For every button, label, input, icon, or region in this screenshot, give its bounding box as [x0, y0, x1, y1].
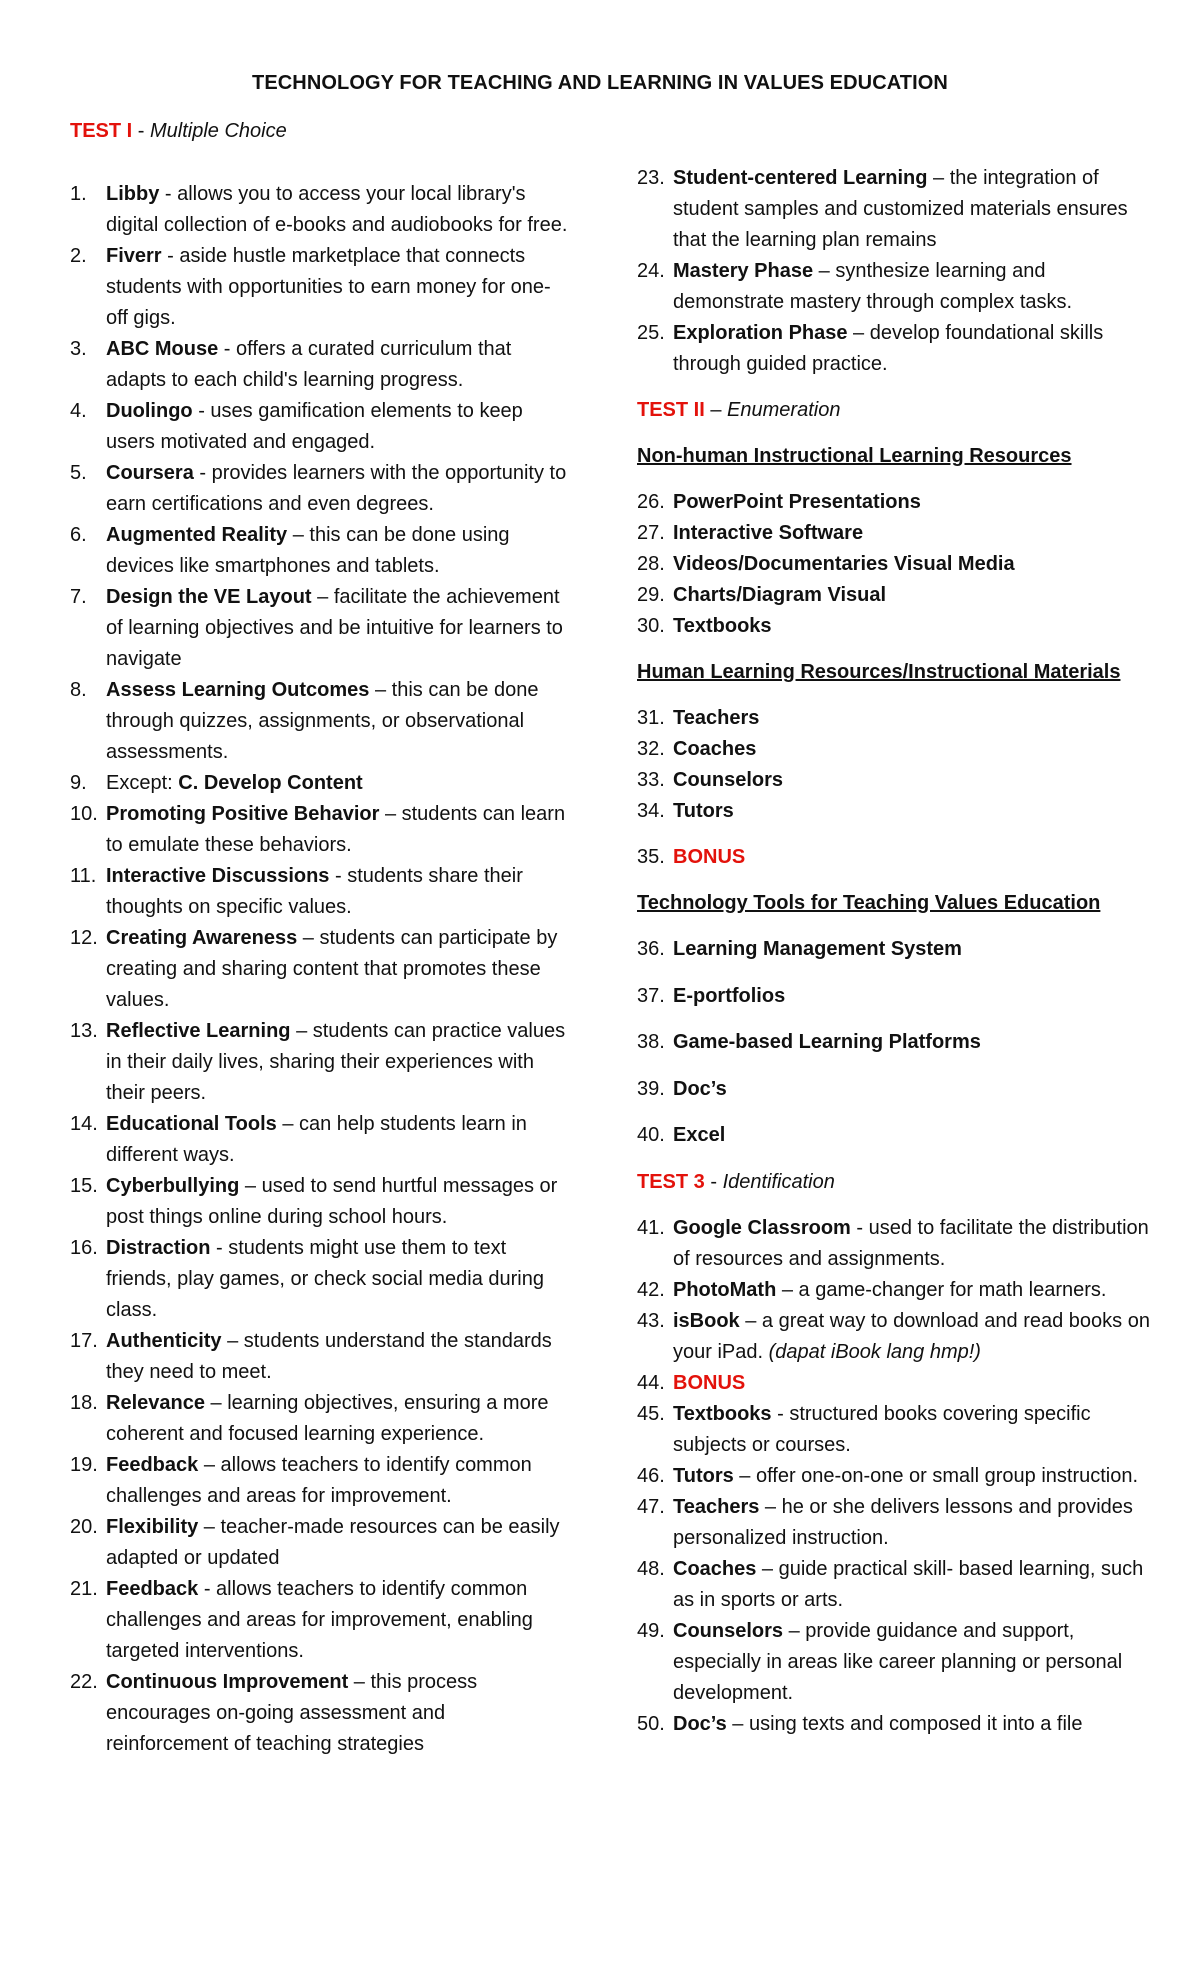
item-term: Doc’s	[673, 1077, 727, 1100]
list-item	[637, 842, 1157, 873]
item-term: Exploration Phase	[673, 322, 848, 344]
item-description: - allows teachers to identify common challenges and areas for improvement, enabling targeted interventions.	[106, 1578, 533, 1662]
item-number: 23.	[637, 167, 665, 189]
list-item	[70, 334, 570, 396]
item-number: 32.	[637, 738, 665, 760]
bonus-label: BONUS	[673, 846, 746, 868]
item-description: – facilitate the achievement of learning objectives and be intuitive for learners to navigate	[106, 586, 563, 670]
item-description: – students understand the standards they need to meet.	[106, 1330, 552, 1383]
item-term: Doc’s	[673, 1712, 727, 1735]
item-description: – allows teachers to identify common challenges and areas for improvement.	[106, 1454, 532, 1507]
list-item	[637, 981, 1157, 1012]
item-term: Relevance	[106, 1392, 205, 1414]
item-term: Authenticity	[106, 1330, 222, 1352]
item-description: - uses gamification elements to keep users motivated and engaged.	[106, 400, 523, 453]
list-item	[637, 1074, 1157, 1105]
item-term: Cyberbullying	[106, 1175, 240, 1197]
list-item	[637, 518, 1157, 549]
item-number: 17.	[70, 1330, 98, 1352]
test1-items-list	[70, 179, 570, 1760]
test1-separator: -	[132, 120, 151, 142]
item-description: – the integration of student samples and customized materials ensures that the learning plan remains	[673, 167, 1128, 251]
item-term: Game-based Learning Platforms	[673, 1031, 981, 1053]
item-description: - students might use them to text friends, play games, or check social media during class.	[106, 1237, 544, 1321]
list-item	[70, 179, 570, 241]
list-item	[70, 1667, 570, 1760]
item-number: 21.	[70, 1578, 98, 1600]
list-item	[637, 580, 1157, 611]
test3-separator: -	[704, 1170, 723, 1193]
item-term: Libby	[106, 183, 160, 205]
list-item	[70, 675, 570, 768]
item-number: 34.	[637, 800, 665, 822]
item-description: – using texts and composed it into a file	[726, 1712, 1083, 1735]
list-item	[70, 768, 570, 799]
item-number: 27.	[637, 522, 665, 544]
item-term: Student-centered Learning	[673, 167, 928, 189]
test2-kind: Enumeration	[727, 399, 841, 421]
item-term: Feedback	[106, 1454, 199, 1476]
list-item	[70, 1512, 570, 1574]
item-number: 47.	[637, 1495, 665, 1518]
item-term: Mastery Phase	[673, 260, 814, 282]
right-column	[637, 163, 1157, 1740]
item-description: - offers a curated curriculum that adapts to each child's learning progress.	[106, 338, 512, 391]
item-number: 3.	[70, 338, 87, 360]
list-item	[637, 1306, 1157, 1368]
item-term: Charts/Diagram Visual	[673, 584, 887, 606]
item-description: - aside hustle marketplace that connects students with opportunities to earn money for one-off gigs.	[106, 245, 551, 329]
test1-label: TEST I	[70, 120, 133, 142]
item-number: 20.	[70, 1516, 98, 1538]
item-term: Videos/Documentaries Visual Media	[673, 553, 1015, 575]
item-term: Promoting Positive Behavior	[106, 803, 380, 825]
item-description: – students can learn to emulate these behaviors.	[106, 803, 566, 856]
item-term: Interactive Software	[673, 522, 864, 544]
item-description: – guide practical skill- based learning, such as in sports or arts.	[673, 1557, 1144, 1611]
item-term: Counselors	[673, 1619, 784, 1642]
item-term: Google Classroom	[673, 1216, 851, 1239]
list-item	[637, 934, 1157, 965]
test2-label: TEST II	[637, 399, 705, 421]
list-item	[70, 458, 570, 520]
item-description: - provides learners with the opportunity to earn certifications and even degrees.	[106, 462, 567, 515]
list-item	[70, 1016, 570, 1109]
item-term: Reflective Learning	[106, 1020, 291, 1042]
item-number: 6.	[70, 524, 87, 546]
item-description: – develop foundational skills through guided practice.	[673, 322, 1104, 375]
item-term: Textbooks	[673, 1402, 772, 1425]
item-term: Counselors	[673, 769, 784, 791]
test1-items-continued	[637, 163, 1157, 380]
item-term: Coursera	[106, 462, 194, 484]
item-term: Fiverr	[106, 245, 162, 267]
human-resources-heading: Human Learning Resources/Instructional Materials	[637, 661, 1121, 683]
item-term: Continuous Improvement	[106, 1671, 349, 1693]
item-term: Creating Awareness	[106, 927, 298, 949]
item-term: Augmented Reality	[106, 524, 288, 546]
item-number: 15.	[70, 1175, 98, 1197]
item-number: 11.	[70, 865, 97, 887]
list-item	[70, 861, 570, 923]
list-item	[70, 1109, 570, 1171]
item-term: PowerPoint Presentations	[673, 491, 921, 513]
human-resources-list	[637, 703, 1157, 827]
list-item	[637, 1616, 1157, 1709]
test2-heading	[637, 395, 1157, 426]
test3-kind: Identification	[722, 1170, 835, 1193]
list-item	[70, 923, 570, 1016]
item-number: 48.	[637, 1557, 665, 1580]
item-description: - structured books covering specific subjects or courses.	[673, 1402, 1091, 1456]
test1-heading	[70, 116, 570, 147]
list-item	[70, 1574, 570, 1667]
item-number: 24.	[637, 260, 665, 282]
item-description: – provide guidance and support, especially in areas like career planning or personal development.	[673, 1619, 1123, 1704]
item-term: Coaches	[673, 1557, 757, 1580]
item-number: 33.	[637, 769, 665, 791]
list-item	[637, 1492, 1157, 1554]
list-item	[637, 1120, 1157, 1151]
item-number: 37.	[637, 984, 665, 1007]
test3-items-list	[637, 1213, 1157, 1740]
item-number: 18.	[70, 1392, 98, 1414]
item-number: 42.	[637, 1278, 665, 1301]
list-item	[70, 1233, 570, 1326]
test3-heading	[637, 1167, 1157, 1198]
item-description: – students can participate by creating and sharing content that promotes these values.	[106, 927, 558, 1011]
item-number: 40.	[637, 1124, 665, 1146]
item-number: 39.	[637, 1077, 665, 1100]
item-description: – he or she delivers lessons and provides personalized instruction.	[673, 1495, 1133, 1549]
item-description: – can help students learn in different ways.	[106, 1113, 527, 1166]
test3-label: TEST 3	[637, 1170, 705, 1193]
item-description: – this can be done through quizzes, assignments, or observational assessments.	[106, 679, 539, 763]
item-description: – students can practice values in their daily lives, sharing their experiences with their peers.	[106, 1020, 566, 1104]
item-number: 46.	[637, 1464, 665, 1487]
item-number: 36.	[637, 938, 665, 960]
item-number: 7.	[70, 586, 87, 608]
list-item	[637, 1213, 1157, 1275]
item-number: 49.	[637, 1619, 665, 1642]
item-number: 28.	[637, 553, 665, 575]
item-number: 26.	[637, 491, 665, 513]
item-description: - students share their thoughts on specific values.	[106, 865, 523, 918]
test2-separator: –	[704, 399, 728, 421]
item-term: Teachers	[673, 1495, 760, 1518]
list-item	[70, 241, 570, 334]
list-item	[637, 549, 1157, 580]
item-number: 30.	[637, 615, 665, 637]
list-item	[70, 582, 570, 675]
item-description: - used to facilitate the distribution of resources and assignments.	[673, 1216, 1149, 1270]
item-description: – teacher-made resources can be easily adapted or updated	[106, 1516, 560, 1569]
item-term: E-portfolios	[673, 984, 786, 1007]
item-term: ABC Mouse	[106, 338, 219, 360]
item-description: – synthesize learning and demonstrate mastery through complex tasks.	[673, 260, 1073, 313]
technology-tools-list	[637, 934, 1157, 1151]
list-item	[637, 703, 1157, 734]
item-number: 29.	[637, 584, 665, 606]
item-number: 38.	[637, 1031, 665, 1053]
list-item	[637, 765, 1157, 796]
item-description: – used to send hurtful messages or post things online during school hours.	[106, 1175, 558, 1228]
list-item	[70, 1171, 570, 1233]
list-item	[637, 487, 1157, 518]
list-item	[637, 163, 1157, 256]
item-number: 9.	[70, 772, 87, 794]
item-number: 5.	[70, 462, 87, 484]
list-item	[637, 1368, 1157, 1399]
list-item	[70, 396, 570, 458]
list-item	[637, 611, 1157, 642]
list-item	[70, 1388, 570, 1450]
item-number: 31.	[637, 707, 665, 729]
nonhuman-resources-list	[637, 487, 1157, 642]
item-number: 8.	[70, 679, 87, 701]
item-term: C. Develop Content	[178, 772, 363, 794]
bonus-item-list	[637, 842, 1157, 873]
item-number: 16.	[70, 1237, 98, 1259]
item-term: Learning Management System	[673, 938, 962, 960]
test1-kind: Multiple Choice	[150, 120, 287, 142]
item-term: Duolingo	[106, 400, 193, 422]
item-description: – offer one-on-one or small group instruction.	[733, 1464, 1139, 1487]
item-description: – this process encourages on-going assessment and reinforcement of teaching strategies	[106, 1671, 478, 1755]
item-number: 22.	[70, 1671, 98, 1693]
list-item	[637, 1399, 1157, 1461]
item-number: 2.	[70, 245, 87, 267]
item-number: 13.	[70, 1020, 98, 1042]
item-term: Excel	[673, 1124, 726, 1146]
list-item	[70, 1450, 570, 1512]
item-number: 19.	[70, 1454, 98, 1476]
left-column	[70, 116, 570, 1760]
list-item	[70, 520, 570, 582]
item-term: Educational Tools	[106, 1113, 277, 1135]
list-item	[70, 1326, 570, 1388]
list-item	[70, 799, 570, 861]
item-number: 41.	[637, 1216, 665, 1239]
item-term: Tutors	[673, 800, 734, 822]
item-number: 1.	[70, 183, 87, 205]
list-item	[637, 318, 1157, 380]
item-number: 45.	[637, 1402, 665, 1425]
bonus-label: BONUS	[673, 1371, 746, 1394]
item-term: Flexibility	[106, 1516, 199, 1538]
item-number: 14.	[70, 1113, 98, 1135]
technology-tools-heading: Technology Tools for Teaching Values Education	[637, 892, 1101, 914]
item-term: Assess Learning Outcomes	[106, 679, 370, 701]
list-item	[637, 796, 1157, 827]
item-note: (dapat iBook lang hmp!)	[768, 1340, 981, 1363]
list-item	[637, 256, 1157, 318]
list-item	[637, 1554, 1157, 1616]
item-term: Tutors	[673, 1464, 734, 1487]
document-title: TECHNOLOGY FOR TEACHING AND LEARNING IN VALUES EDUCATION	[252, 72, 948, 94]
list-item	[637, 1461, 1157, 1492]
item-term: isBook	[673, 1309, 740, 1332]
item-description: – a great way to download and read books on your iPad.	[673, 1309, 1150, 1363]
nonhuman-resources-heading: Non-human Instructional Learning Resources	[637, 445, 1072, 467]
item-term: Interactive Discussions	[106, 865, 330, 887]
item-description: – this can be done using devices like smartphones and tablets.	[106, 524, 510, 577]
item-term: Textbooks	[673, 615, 772, 637]
list-item	[637, 734, 1157, 765]
item-term: Teachers	[673, 707, 760, 729]
list-item	[637, 1027, 1157, 1058]
item-term: Design the VE Layout	[106, 586, 312, 608]
item-number: 50.	[637, 1712, 665, 1735]
item-term: Feedback	[106, 1578, 199, 1600]
item-number: 35.	[637, 846, 665, 868]
item-term: Coaches	[673, 738, 757, 760]
item-number: 43.	[637, 1309, 665, 1332]
item-description: – learning objectives, ensuring a more coherent and focused learning experience.	[106, 1392, 549, 1445]
item-description: – a game-changer for math learners.	[776, 1278, 1107, 1301]
item-term: Distraction	[106, 1237, 211, 1259]
item-number: 12.	[70, 927, 98, 949]
list-item	[637, 1275, 1157, 1306]
item-description: - allows you to access your local library's digital collection of e-books and audiobooks for free.	[106, 183, 568, 236]
item-term: PhotoMath	[673, 1278, 777, 1301]
list-item	[637, 1709, 1157, 1740]
item-number: 10.	[70, 803, 98, 825]
item-number: 25.	[637, 322, 665, 344]
item-prefix: Except:	[106, 772, 179, 794]
item-number: 4.	[70, 400, 87, 422]
item-number: 44.	[637, 1371, 665, 1394]
